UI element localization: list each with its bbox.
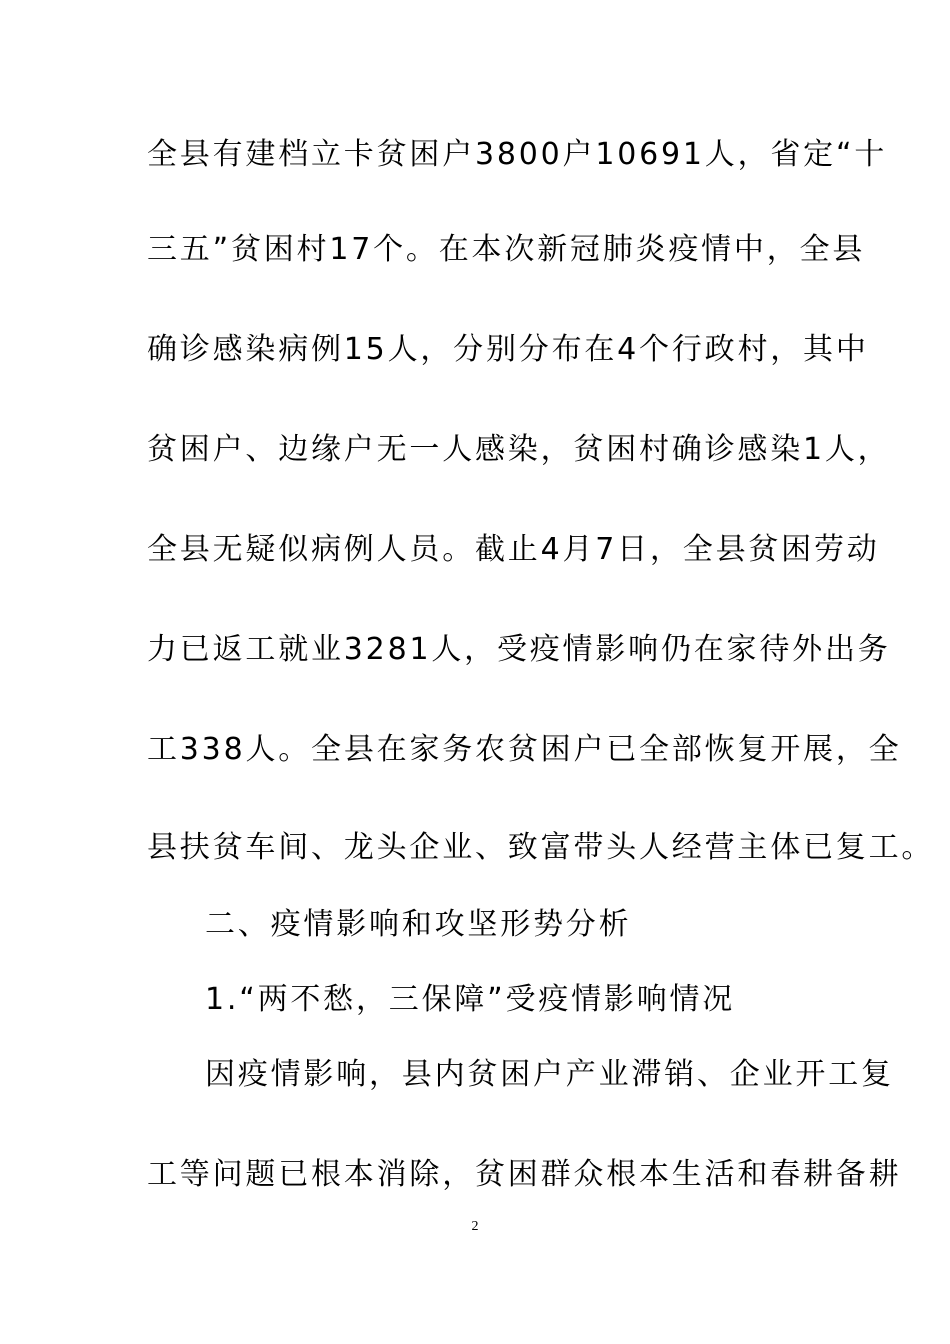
body-text-line-3: 确诊感染病例15人，分别分布在4个行政村，其中 [147,332,869,367]
body-text-line-8: 县扶贫车间、龙头企业、致富带头人经营主体已复工。 [147,830,935,865]
body-text-line-7: 工338人。全县在家务农贫困户已全部恢复开展，全 [147,732,902,767]
page-number: 2 [471,1219,479,1234]
section-heading: 二、疫情影响和攻坚形势分析 [205,907,632,942]
body-text-line-4: 贫困户、边缘户无一人感染，贫困村确诊感染1人， [147,432,891,467]
body-text-line-2: 三五”贫困村17个。在本次新冠肺炎疫情中，全县 [147,232,866,267]
body-text-line-9: 因疫情影响，县内贫困户产业滞销、企业开工复 [205,1057,894,1092]
body-text-line-1: 全县有建档立卡贫困户3800户10691人，省定“十 [147,137,888,172]
body-text-line-6: 力已返工就业3281人，受疫情影响仍在家待外出务 [147,632,891,667]
body-text-line-5: 全县无疑似病例人员。截止4月7日，全县贫困劳动 [147,532,880,567]
body-text-line-10: 工等问题已根本消除，贫困群众根本生活和春耕备耕 [147,1157,902,1192]
subsection-heading: 1.“两不愁，三保障”受疫情影响情况 [205,982,736,1017]
